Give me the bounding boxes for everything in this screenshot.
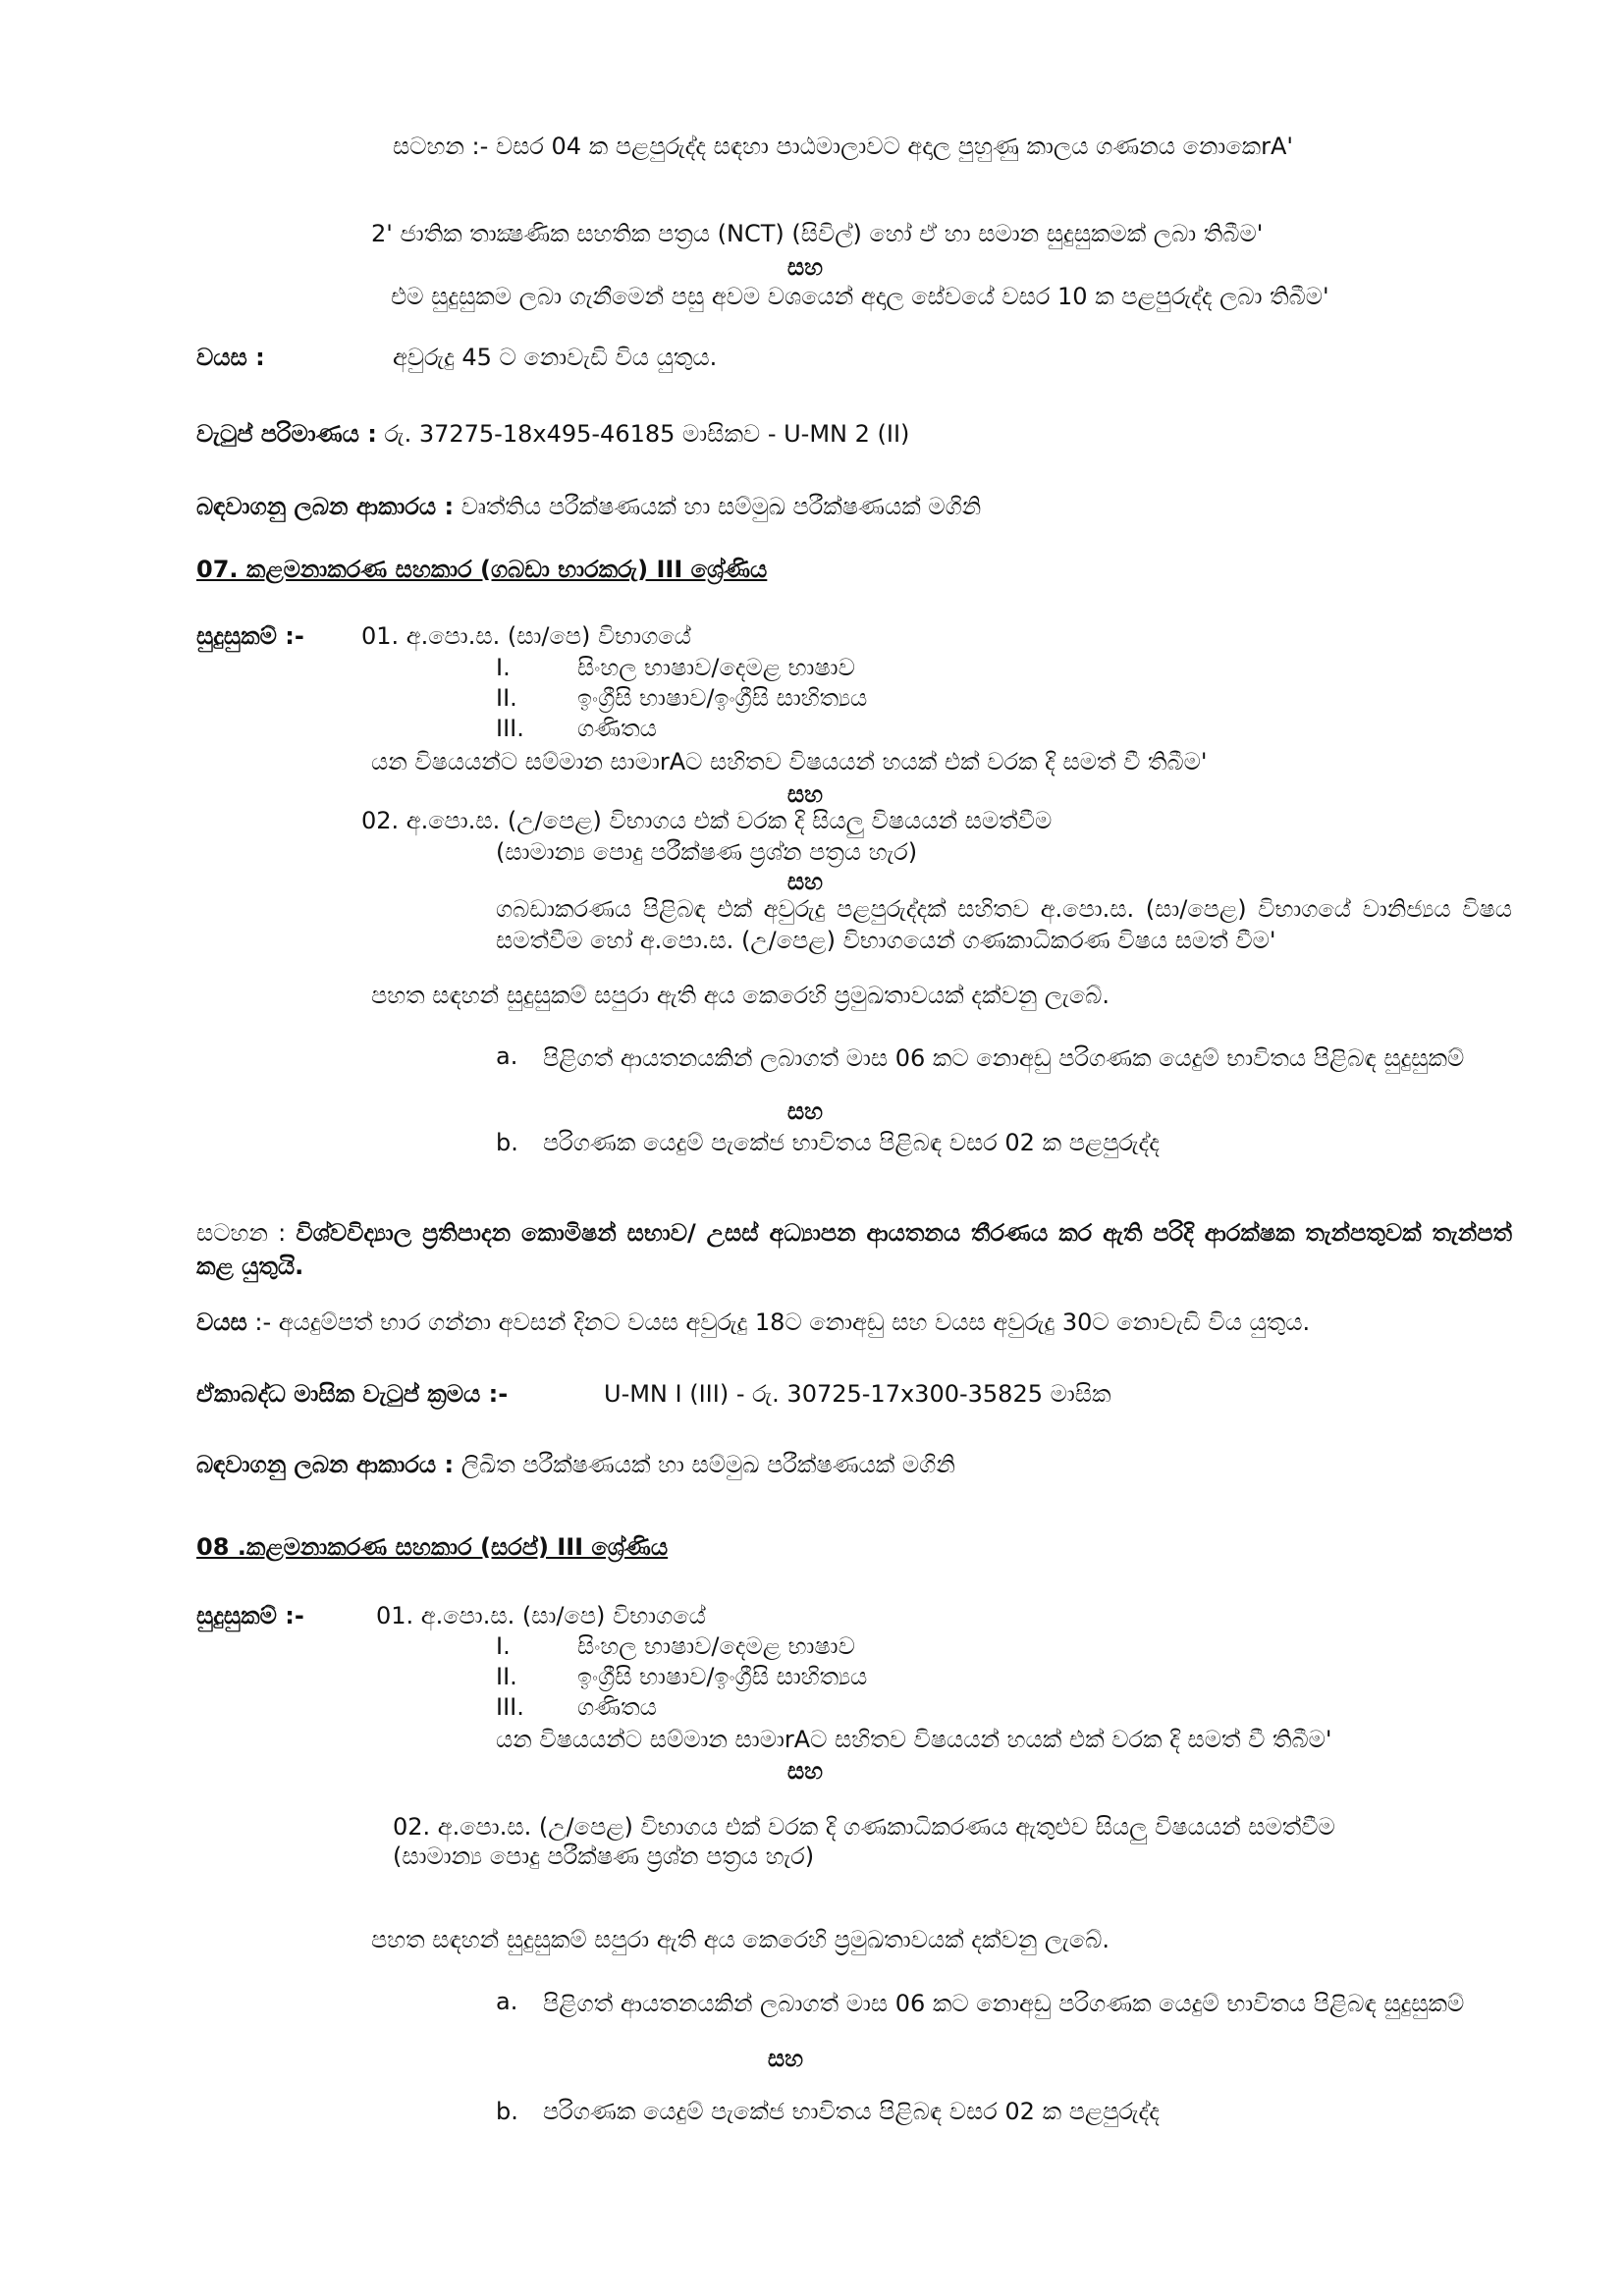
- sec07-priority-a-letter: a.: [496, 1042, 518, 1070]
- sec07-subject-num: III.: [496, 715, 524, 742]
- sec07-qualification-1-tail: යන විෂයයන්ට සම්මාන සාමාrAට සහිතව විෂයයන් හයක් එක් වරක දි සමත් වී තිබීම': [371, 748, 1208, 775]
- sec07-and: සහ: [786, 780, 824, 808]
- sec07-recruitment: [196, 1451, 955, 1479]
- sec08-priority-note: පහත සඳහන් සුදුසුකම් සපුරා ඇති අය කෙරෙහි ප්‍රමුඛතාවයක් දක්වනු ලැබේ.: [371, 1926, 1110, 1953]
- sec07-salary-text: U-MN I (III) - රු. 30725-17x300-35825 මාසික: [604, 1380, 1111, 1408]
- sec08-subject-num: I.: [496, 1632, 511, 1660]
- sec06-qualification-2: 2' ජාතික තාක්‍ෂණික සහතික පත්‍රය (NCT) (සිවිල්) හෝ ඒ හා සමාන සුදුසුකමක් ලබා තිබීම': [371, 220, 1264, 247]
- sec08-heading: 08 .කළමනාකරණ සහකාර (සරප්) III ශ්‍රේණිය: [196, 1533, 669, 1561]
- sec07-note: [196, 1217, 1512, 1283]
- sec06-recruitment: [196, 493, 981, 521]
- sec08-qualification-2: 02. අ.පො.ස. (උ/පෙළ) විභාගය එක් වරක දි ගණකාධිකරණය ඇතුළුව සියලු විෂයයන් සමත්වීම: [393, 1813, 1335, 1841]
- sec08-qualification-2-paren: (සාමාන්‍ය පොදු පරීක්ෂණ ප්‍රශ්න පත්‍රය හැර): [393, 1842, 815, 1870]
- sec07-age-text: :- අයදුම්පත් භාර ගන්නා අවසන් දිනට වයස අවුරුදු 18ට නොඅඩු සහ වයස අවුරුදු 30ට නොවැඩි විය යුතුය.: [254, 1308, 1311, 1336]
- sec06-and: සහ: [786, 253, 824, 281]
- sec06-qualification-2b: එම සුදුසුකම ලබා ගැනීමෙන් පසු අවම වශයෙන් අදාල සේවයේ වසර 10 ක පළපුරුද්ද ලබා තිබීම': [391, 283, 1329, 310]
- sec08-priority-b-text: පරිගණක යෙදුම් පැකේජ භාවිතය පිළිබඳ වසර 02 ක පළපුරුද්ද: [543, 2098, 1160, 2125]
- sec06-note: සටහන :- වසර 04 ක පළපුරුද්ද සඳහා පාඨමාලාවට අදාල පුහුණු කාලය ගණනය නොකෙrA': [393, 133, 1294, 160]
- sec07-heading: 07. කළමනාකරණ සහකාර (ගබඩා භාරකරු) III ශ්‍රේණිය: [196, 556, 768, 583]
- sec06-age-text: අවුරුදු 45 ට නොවැඩි විය යුතුය.: [393, 344, 718, 371]
- sec07-and: සහ: [786, 868, 824, 895]
- sec06-recruitment-text: වෘත්තිය පරීක්ෂණයක් හා සම්මුඛ පරීක්ෂණයක් මගිනි: [460, 493, 982, 520]
- sec06-salary-label: වැටුප් පරිමාණය :: [196, 420, 377, 448]
- sec06-salary-text: රු. 37275-18x495-46185 මාසිකව - U-MN 2 (II): [384, 420, 910, 448]
- sec07-priority-a-text: පිළිගත් ආයතනයකින් ලබාගත් මාස 06 කට නොඅඩු පරිගණක යෙදුම් භාවිතය පිළිබඳ සුදුසුකම්: [543, 1044, 1465, 1072]
- sec07-subject-name: ඉංග්‍රීසි භාෂාව/ඉංග්‍රීසි සාහිත්‍යය: [577, 684, 868, 712]
- sec08-priority-a-text: පිළිගත් ආයතනයකින් ලබාගත් මාස 06 කට නොඅඩු පරිගණක යෙදුම් භාවිතය පිළිබඳ සුදුසුකම්: [543, 1990, 1465, 2017]
- sec06-age-label: වයස :: [196, 344, 265, 371]
- sec08-priority-a-letter: a.: [496, 1988, 518, 2015]
- sec07-qualification-2-paren: (සාමාන්‍ය පොදු පරීක්ෂණ ප්‍රශ්න පත්‍රය හැර): [496, 838, 918, 866]
- sec08-subject-num: III.: [496, 1693, 524, 1721]
- sec07-priority-b-letter: b.: [496, 1129, 518, 1156]
- sec07-priority-note: පහත සඳහන් සුදුසුකම් සපුරා ඇති අය කෙරෙහි ප්‍රමුඛතාවයක් දක්වනු ලැබේ.: [371, 982, 1110, 1009]
- sec07-qualification-1: 01. අ.පො.ස. (සා/පෙ) විභාගයේ: [361, 622, 691, 650]
- sec08-subject-name: ඉංග්‍රීසි භාෂාව/ඉංග්‍රීසි සාහිත්‍යය: [577, 1663, 868, 1690]
- sec07-qualification-2-more: ගබඩාකරණය පිළිබඳ එක් අවුරුදු පළපුරුද්දක් සහිතව අ.පො.ස. (සා/පෙළ) විභාගයේ වානිජ්‍යය විෂය සමත්වීම හෝ අ.පො.ස. (උ/පෙළ) විභාගයෙන් ගණකාධිකරණ විෂය සමත් වීම': [496, 895, 1512, 955]
- sec08-subject-name: සිංහල භාෂාව/දෙමළ භාෂාව: [577, 1632, 855, 1660]
- sec07-note-text: විශ්වවිද්‍යාල ප්‍රතිපාදන කොමිෂන් සභාව/ උසස් අධ්‍යාපන ආයතනය තීරණය කර ඇති පරිදි ආරක්ෂක තැන්පතුවක් තැන්පත් කළ යුතුයි.: [196, 1219, 1512, 1280]
- sec07-subject-name: ගණිතය: [577, 715, 657, 742]
- sec08-priority-b-letter: b.: [496, 2098, 518, 2125]
- sec08-subject-num: II.: [496, 1663, 517, 1690]
- sec07-salary-label: ඒකාබද්ධ මාසික වැටුප් ක්‍රමය :-: [196, 1380, 509, 1408]
- sec08-and: සහ: [767, 2045, 804, 2072]
- sec06-recruitment-label: බඳවාගනු ලබන ආකාරය :: [196, 493, 455, 520]
- sec08-qualifications-label: සුදුසුකම් :-: [196, 1602, 304, 1629]
- sec08-qualification-1: 01. අ.පො.ස. (සා/පෙ) විභාගයේ: [376, 1602, 706, 1629]
- sec07-subject-num: II.: [496, 684, 517, 712]
- sec08-subject-name: ගණිතය: [577, 1693, 657, 1721]
- sec07-priority-b-text: පරිගණක යෙදුම් පැකේජ භාවිතය පිළිබඳ වසර 02 ක පළපුරුද්ද: [543, 1129, 1160, 1156]
- sec07-qualifications-label: සුදුසුකම් :-: [196, 622, 304, 650]
- sec07-subject-num: I.: [496, 654, 511, 681]
- sec07-note-label: සටහන :: [196, 1219, 287, 1247]
- sec07-recruitment-label: බඳවාගනු ලබන ආකාරය :: [196, 1451, 455, 1478]
- sec07-age: [196, 1308, 1310, 1337]
- sec08-and: සහ: [786, 1757, 824, 1785]
- sec07-subject-name: සිංහල භාෂාව/දෙමළ භාෂාව: [577, 654, 855, 681]
- sec08-qualification-1-tail: යන විෂයයන්ට සම්මාන සාමාrAට සහිතව විෂයයන් හයක් එක් වරක දි සමත් වී තිබීම': [496, 1726, 1332, 1753]
- sec07-qualification-2: 02. අ.පො.ස. (උ/පෙළ) විභාගය එක් වරක දි සියලු විෂයයන් සමත්වීම: [361, 807, 1053, 834]
- sec06-salary: [196, 420, 909, 449]
- sec07-recruitment-text: ලිඛිත පරීක්ෂණයක් හා සම්මුඛ පරීක්ෂණයක් මගිනි: [460, 1451, 955, 1478]
- sec07-age-label: වයස: [196, 1308, 247, 1336]
- sec07-and: සහ: [786, 1097, 824, 1125]
